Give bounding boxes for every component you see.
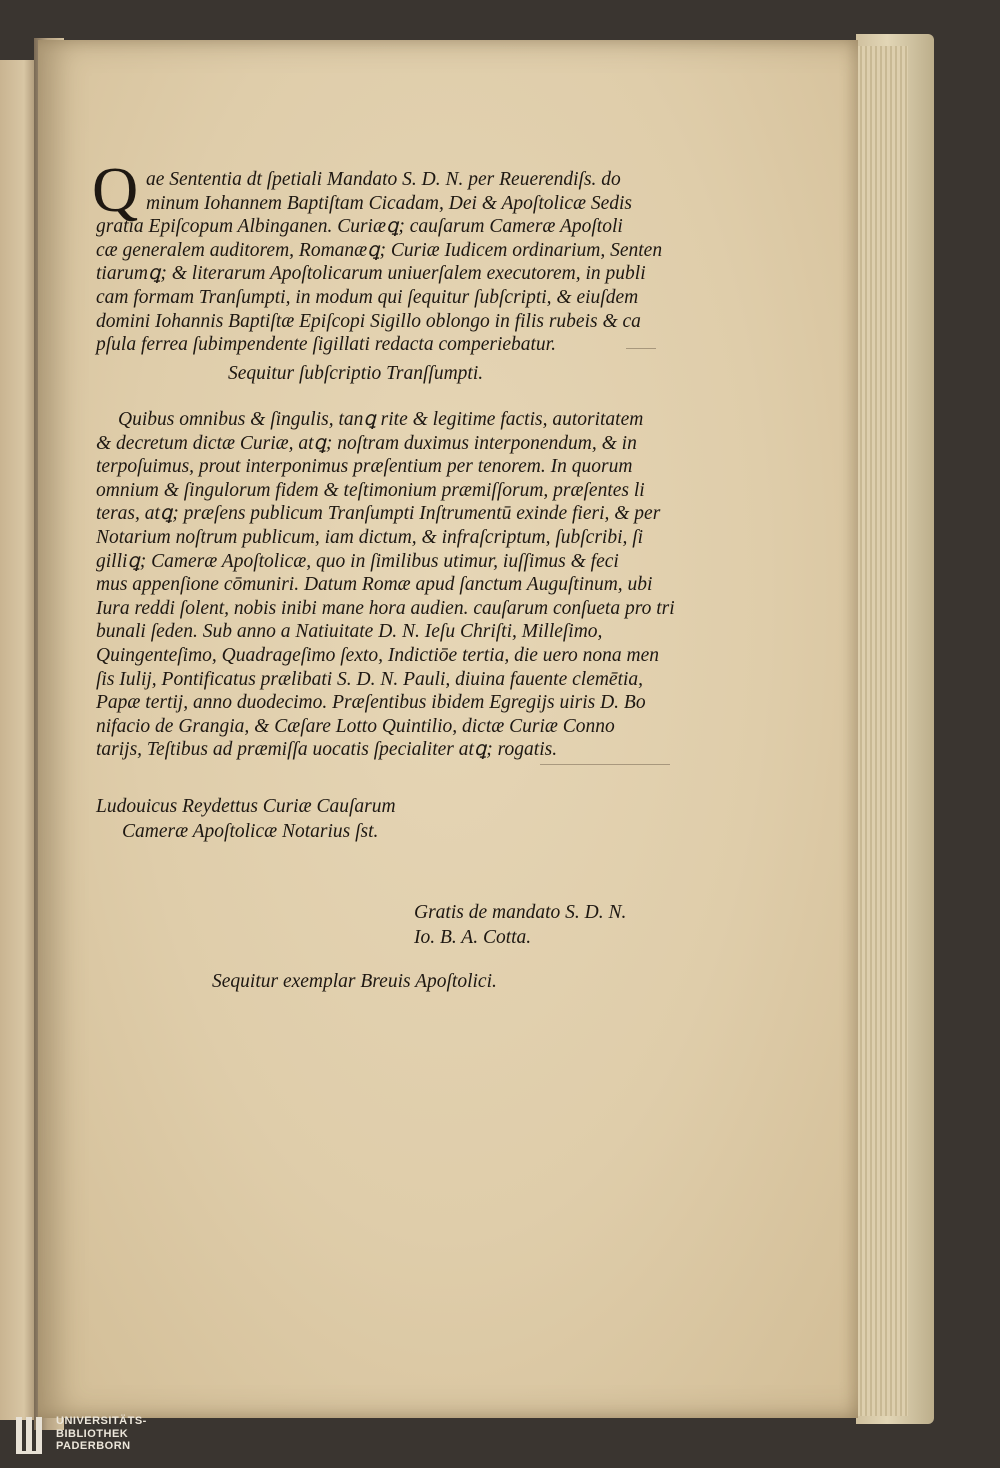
text-line: bunali ſeden. Sub anno a Natiuitate D. N. Ieſu Chriſti, Milleſimo, xyxy=(96,621,603,643)
text-line: ſis Iulij, Pontificatus prælibati S. D. N. Pauli, diuina fauente clemētia, xyxy=(96,668,644,690)
text-line: Quingenteſimo, Quadrageſimo ſexto, Indictiōe tertia, die uero nona men xyxy=(96,644,660,666)
text-line: teras, atꝗ; præſens publicum Tranſumpti Inſtrumentū exinde fieri, & per xyxy=(96,503,661,525)
library-logo-line: UNIVERSITÄTS- xyxy=(56,1415,147,1428)
divider xyxy=(626,348,656,349)
text-line: Quibus omnibus & ſingulis, tanꝗ rite & legitime factis, autoritatem xyxy=(118,409,644,430)
paragraph-sentence xyxy=(96,168,663,357)
text-line: Io. B. A. Cotta. xyxy=(414,927,532,948)
text-line: Sequitur ſubſcriptio Tranſſumpti. xyxy=(228,363,484,384)
text-line: Cameræ Apoſtolicæ Notarius ſst. xyxy=(122,821,379,842)
text-line: omnium & ſingulorum fidem & teſtimonium præmiſſorum, præſentes li xyxy=(96,479,645,501)
text-line: & decretum dictæ Curiæ, atꝗ; noſtram duximus interponendum, & in xyxy=(96,432,637,454)
drop-cap-initial: Q xyxy=(92,154,139,225)
page-stack-edge xyxy=(852,46,908,1416)
text-line: Notarium noſtrum publicum, iam dictum, & infraſcriptum, ſubſcribi, ſi xyxy=(96,526,644,548)
library-logo-icon xyxy=(14,1413,48,1455)
text-line: Sequitur exemplar Breuis Apoſtolici. xyxy=(212,971,497,992)
notary-signature xyxy=(96,794,396,844)
paragraph-quibus xyxy=(96,408,675,762)
text-line: gratia Epiſcopum Albinganen. Curiæꝗ; cauſarum Cameræ Apoſtoli xyxy=(96,216,623,238)
text-line: tiarumꝗ; & literarum Apoſtolicarum uniuerſalem executorem, in publi xyxy=(96,263,646,285)
text-line: nifacio de Grangia, & Cæſare Lotto Quintilio, dictæ Curiæ Conno xyxy=(96,715,615,737)
text-line: ae Sententia dt ſpetiali Mandato S. D. N. per Reuerendiſs. do xyxy=(146,169,621,190)
text-line: cæ generalem auditorem, Romanæꝗ; Curiæ Iudicem ordinarium, Senten xyxy=(96,239,663,261)
library-logo-line: BIBLIOTHEK xyxy=(56,1427,129,1440)
text-line: Papæ tertij, anno duodecimo. Præſentibus ibidem Egregijs uiris D. Bo xyxy=(96,692,646,714)
text-line: minum Iohannem Baptiſtam Cicadam, Dei & Apoſtolicæ Sedis xyxy=(146,192,633,214)
sequitur-exemplar xyxy=(212,970,497,994)
text-line: Ludouicus Reydettus Curiæ Cauſarum xyxy=(96,796,396,817)
library-logo xyxy=(14,1410,214,1458)
text-line: tarijs, Teſtibus ad præmiſſa uocatis ſpecialiter atꝗ; rogatis. xyxy=(96,739,558,761)
text-line: cam formam Tranſumpti, in modum qui ſequitur ſubſcripti, & eiuſdem xyxy=(96,286,639,308)
divider xyxy=(540,764,670,765)
text-line: domini Iohannis Baptiſtæ Epiſcopi Sigillo oblongo in filis rubeis & ca xyxy=(96,310,641,332)
text-line: Iura reddi ſolent, nobis inibi mane hora audien. cauſarum conſueta pro tri xyxy=(96,597,675,619)
text-line: gilliꝗ; Cameræ Apoſtolicæ, quo in ſimilibus utimur, iuſſimus & feci xyxy=(96,550,619,572)
gratis-note xyxy=(414,900,626,950)
text-line: Gratis de mandato S. D. N. xyxy=(414,902,627,923)
text-line: terpoſuimus, prout interponimus præſentium per tenorem. In quorum xyxy=(96,456,633,478)
text-line: mus appenſione cōmuniri. Datum Romæ apud ſanctum Auguſtinum, ubi xyxy=(96,574,653,596)
sequitur-heading xyxy=(228,362,483,386)
library-logo-line: PADERBORN xyxy=(56,1440,131,1453)
text-line: pſula ferrea ſubimpendente ſigillati redacta comperiebatur. xyxy=(96,334,556,356)
